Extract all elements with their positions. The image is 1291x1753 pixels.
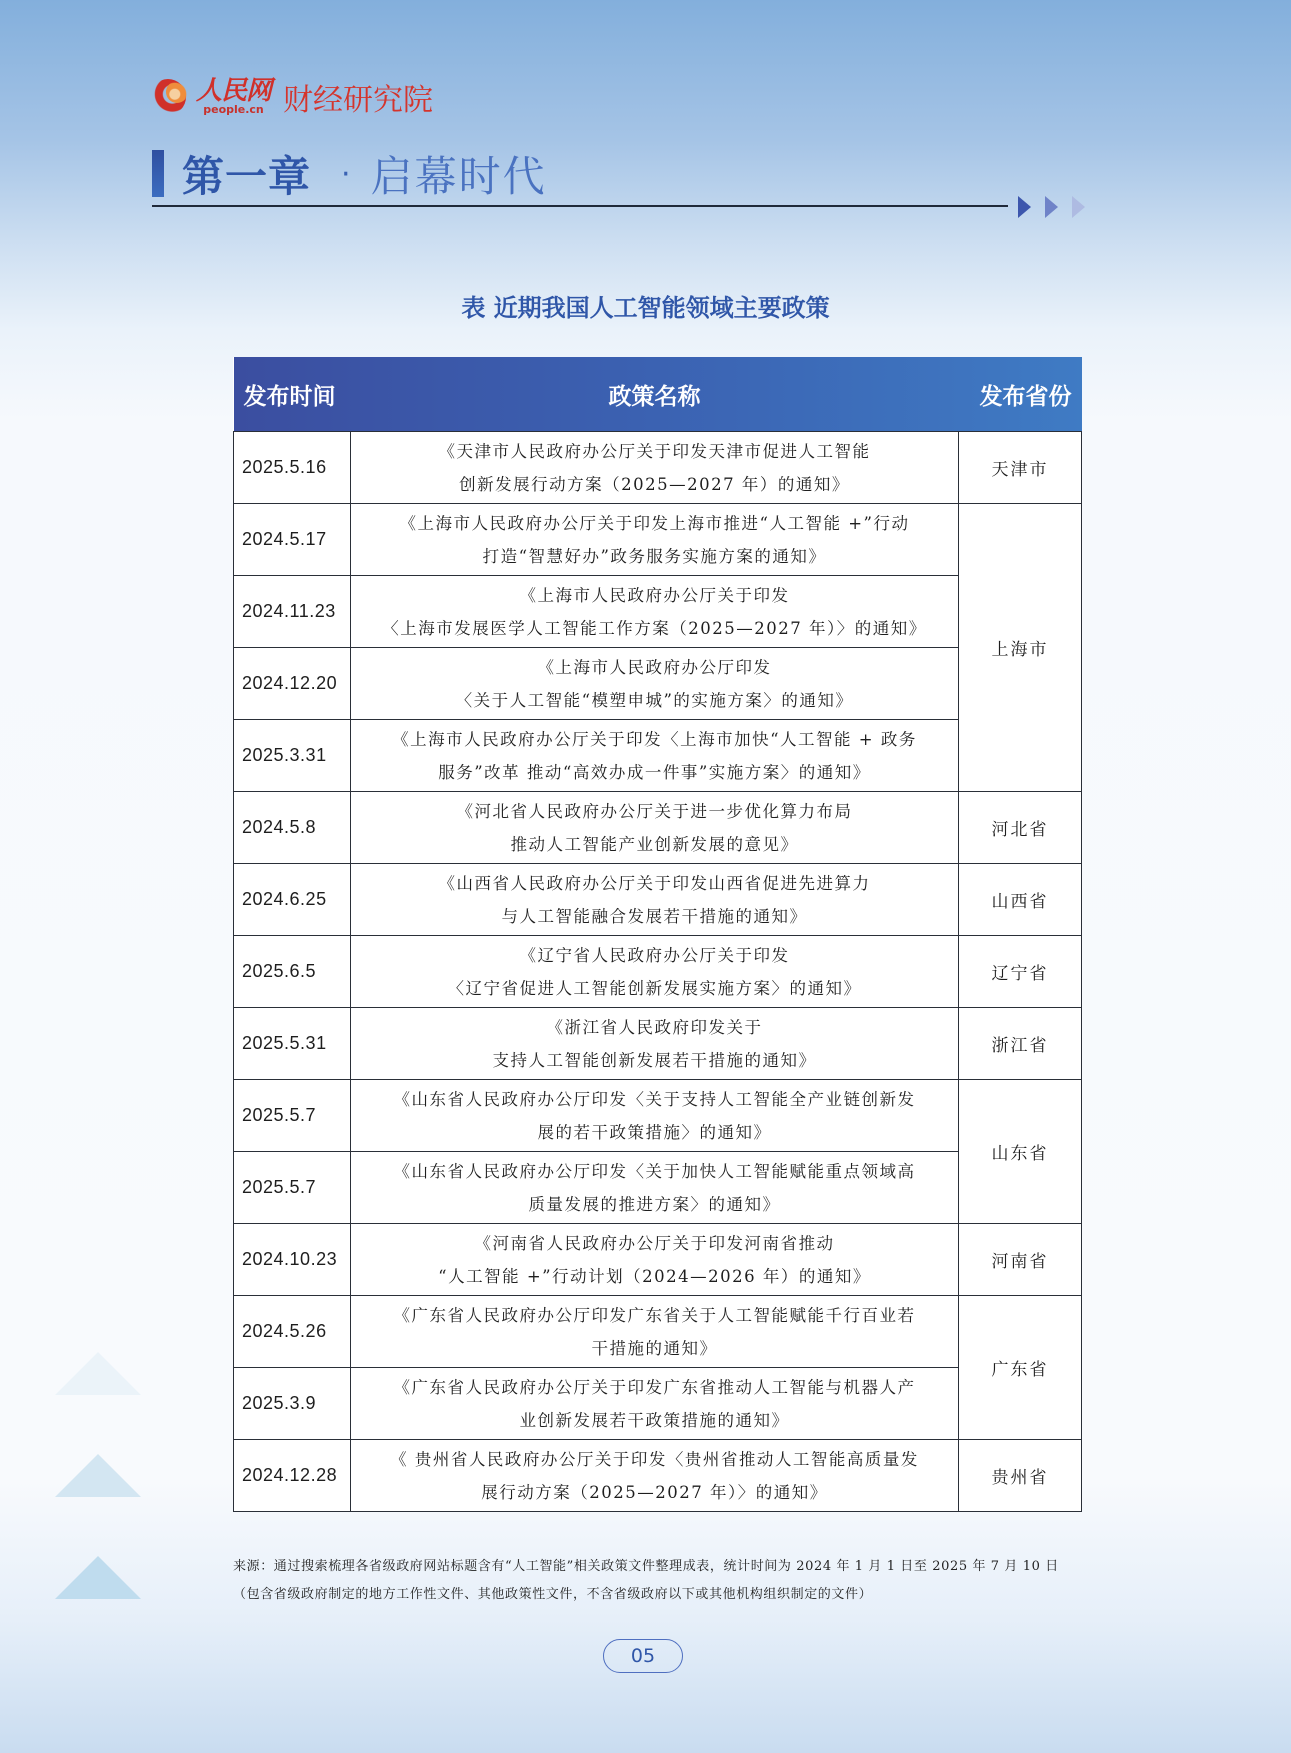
column-header-province: 发布省份 [979,382,1072,410]
province-cell: 广东省 [959,1296,1082,1440]
policy-name-cell: 《上海市人民政府办公厅关于印发〈上海市加快“人工智能 + 政务 服务”改革 推动“高效办成一件事”实施方案〉的通知》 [351,720,959,792]
triangle-decoration-icon [55,1556,141,1599]
people-cn-logo [150,72,433,122]
column-header-policy-name: 政策名称 [608,382,701,410]
policy-name-cell: 《浙江省人民政府印发关于 支持人工智能创新发展若干措施的通知》 [351,1008,959,1080]
province-cell: 天津市 [959,432,1082,504]
table-row [234,576,1082,648]
logo-cn-text: 人民网 [196,76,272,106]
policy-name-cell: 《天津市人民政府办公厅关于印发天津市促进人工智能 创新发展行动方案（2025—2027 年）的通知》 [351,432,959,504]
policy-name-cell: 《广东省人民政府办公厅印发广东省关于人工智能赋能千行百业若 干措施的通知》 [351,1296,959,1368]
date-cell: 2024.12.28 [234,1440,351,1512]
table-row [234,792,1082,864]
date-cell: 2024.12.20 [234,648,351,720]
table-row [234,648,1082,720]
triangle-decoration-icon [55,1454,141,1497]
arrow-decoration [1018,196,1085,218]
chapter-title: 启幕时代 [370,152,547,201]
policy-name-cell: 《上海市人民政府办公厅关于印发上海市推进“人工智能 +”行动 打造“智慧好办”政务服务实施方案的通知》 [351,504,959,576]
triangle-decoration-icon [55,1352,141,1395]
policy-table [233,357,1082,1512]
province-cell: 山西省 [959,864,1082,936]
table-row [234,936,1082,1008]
date-cell: 2025.5.7 [234,1080,351,1152]
policy-name-cell: 《广东省人民政府办公厅关于印发广东省推动人工智能与机器人产 业创新发展若干政策措施的通知》 [351,1368,959,1440]
table-title: 表 近期我国人工智能领域主要政策 [461,294,830,322]
policy-name-cell: 《上海市人民政府办公厅印发 〈关于人工智能“模塑申城”的实施方案〉的通知》 [351,648,959,720]
table-row [234,1368,1082,1440]
people-logo-icon [150,77,190,117]
province-cell: 贵州省 [959,1440,1082,1512]
date-cell: 2025.5.16 [234,432,351,504]
policy-name-cell: 《河南省人民政府办公厅关于印发河南省推动 “人工智能 +”行动计划（2024—2026 年）的通知》 [351,1224,959,1296]
date-cell: 2024.6.25 [234,864,351,936]
table-row [234,720,1082,792]
table-row [234,1152,1082,1224]
date-cell: 2025.6.5 [234,936,351,1008]
province-cell: 浙江省 [959,1008,1082,1080]
column-header-date: 发布时间 [243,382,336,410]
policy-name-cell: 《上海市人民政府办公厅关于印发 〈上海市发展医学人工智能工作方案（2025—2027 年）〉的通知》 [351,576,959,648]
logo-en-text: people.cn [203,103,264,116]
policy-name-cell: 《 贵州省人民政府办公厅关于印发〈贵州省推动人工智能高质量发 展行动方案（2025—2027 年）〉的通知》 [351,1440,959,1512]
table-row [234,1296,1082,1368]
policy-name-cell: 《山东省人民政府办公厅印发〈关于加快人工智能赋能重点领域高 质量发展的推进方案〉的通知》 [351,1152,959,1224]
arrow-right-icon [1072,196,1085,218]
logo-wordmark [196,78,271,116]
chapter-number: 第一章 [182,152,312,201]
policy-name-cell: 《河北省人民政府办公厅关于进一步优化算力布局 推动人工智能产业创新发展的意见》 [351,792,959,864]
chapter-separator: · [341,156,351,192]
table-row [234,504,1082,576]
province-cell: 山东省 [959,1080,1082,1224]
table-row [234,864,1082,936]
province-cell: 河南省 [959,1224,1082,1296]
date-cell: 2024.10.23 [234,1224,351,1296]
province-cell: 河北省 [959,792,1082,864]
date-cell: 2025.3.31 [234,720,351,792]
table-header-row [234,357,1082,432]
arrow-right-icon [1045,196,1058,218]
table-row [234,1008,1082,1080]
date-cell: 2024.5.17 [234,504,351,576]
province-cell: 辽宁省 [959,936,1082,1008]
policy-name-cell: 《山东省人民政府办公厅印发〈关于支持人工智能全产业链创新发 展的若干政策措施〉的通知》 [351,1080,959,1152]
table-row [234,1080,1082,1152]
institute-name: 财经研究院 [283,83,434,118]
date-cell: 2025.3.9 [234,1368,351,1440]
date-cell: 2024.11.23 [234,576,351,648]
table-row [234,1440,1082,1512]
source-note: 来源：通过搜索梳理各省级政府网站标题含有“人工智能”相关政策文件整理成表，统计时间为 2024 年 1 月 1 日至 2025 年 7 月 10 日（包含省级政府制定的地方工作性文件、其他政策性文件，不含省级政府以下或其他机构组织制定的文件） [233,1559,1059,1602]
chapter-heading [182,148,547,200]
date-cell: 2025.5.7 [234,1152,351,1224]
table-row [234,1224,1082,1296]
arrow-right-icon [1018,196,1031,218]
date-cell: 2024.5.26 [234,1296,351,1368]
province-cell: 上海市 [959,504,1082,792]
table-row [234,432,1082,504]
chapter-accent-bar [152,150,164,197]
date-cell: 2025.5.31 [234,1008,351,1080]
page-number: 05 [603,1639,683,1673]
chapter-divider [152,205,1008,207]
date-cell: 2024.5.8 [234,792,351,864]
policy-name-cell: 《辽宁省人民政府办公厅关于印发 〈辽宁省促进人工智能创新发展实施方案〉的通知》 [351,936,959,1008]
policy-name-cell: 《山西省人民政府办公厅关于印发山西省促进先进算力 与人工智能融合发展若干措施的通知》 [351,864,959,936]
